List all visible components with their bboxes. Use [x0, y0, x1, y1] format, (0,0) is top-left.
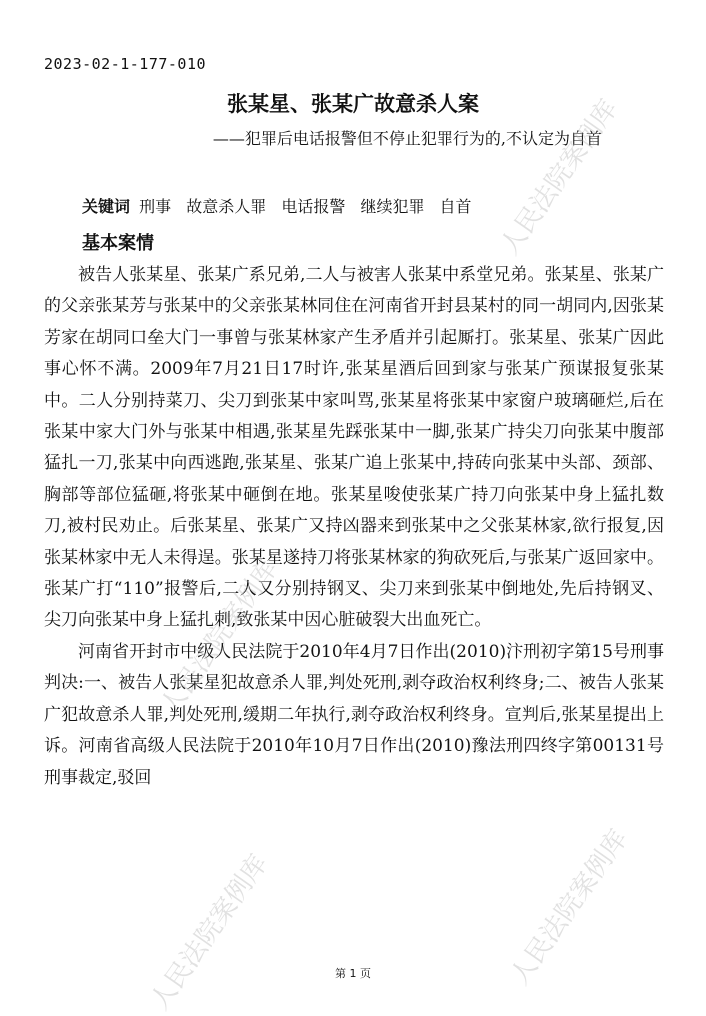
- keyword-item: 电话报警: [281, 197, 346, 216]
- watermark: 人民法院案例库: [144, 849, 274, 1016]
- document-title: 张某星、张某广故意杀人案: [227, 92, 479, 116]
- keyword-item: 自首: [439, 197, 472, 216]
- paragraph: 河南省开封市中级人民法院于2010年4月7日作出(2010)汴刑初字第15号刑事判决:一、被告人张某星犯故意杀人罪,判处死刑,剥夺政治权利终身;二、被告人张某广犯故意杀人罪,判处死刑,缓期二年执行,剥夺政治权利终身。宣判后,张某星提出上诉。河南省高级人民法院于2010年10月7日作出(2010)豫法刑四终字第00131号刑事裁定,驳回: [44, 641, 664, 788]
- body-text: [44, 260, 664, 794]
- keyword-item: 继续犯罪: [360, 197, 425, 216]
- page-number: 第 1 页: [335, 967, 371, 980]
- keyword-item: 故意杀人罪: [186, 197, 267, 216]
- section-heading-basic-facts: 基本案情: [82, 233, 154, 254]
- document-subtitle: ——犯罪后电话报警但不停止犯罪行为的,不认定为自首: [212, 129, 602, 148]
- keywords-label: 关键词: [82, 197, 131, 216]
- watermark: 人民法院案例库: [494, 94, 624, 261]
- watermark: 人民法院案例库: [504, 824, 634, 991]
- watermark: 人民法院案例库: [154, 554, 284, 721]
- keyword-item: 刑事: [139, 197, 172, 216]
- paragraph: 被告人张某星、张某广系兄弟,二人与被害人张某中系堂兄弟。张某星、张某广的父亲张某芳与张某中的父亲张某林同住在河南省开封县某村的同一胡同内,因张某芳家在胡同口垒大门一事曾与张某林家产生矛盾并引起厮打。张某星、张某广因此事心怀不满。2009年7月21日17时许,张某星酒后回到家与张某广预谋报复张某中。二人分别持菜刀、尖刀到张某中家叫骂,张某星将张某中家窗户玻璃砸烂,后在张某中家大门外与张某中相遇,张某星先踩张某中一脚,张某广持尖刀向张某中腹部猛扎一刀,张某中向西逃跑,张某星、张某广追上张某中,持砖向张某中头部、颈部、胸部等部位猛砸,将张某中砸倒在地。张某星唆使张某广持刀向张某中身上猛扎数刀,被村民劝止。后张某星、张某广又持凶器来到张某中之父张某林家,欲行报复,因张某林家中无人未得逞。张某星遂持刀将张某林家的狗砍死后,与张某广返回家中。张某广打“110”报警后,二人又分别持钢叉、尖刀来到张某中倒地处,先后持钢叉、尖刀向张某中身上猛扎刺,致张某中因心脏破裂大出血死亡。: [44, 265, 664, 631]
- case-number: 2023-02-1-177-010: [44, 55, 207, 73]
- keywords-line: [82, 194, 482, 217]
